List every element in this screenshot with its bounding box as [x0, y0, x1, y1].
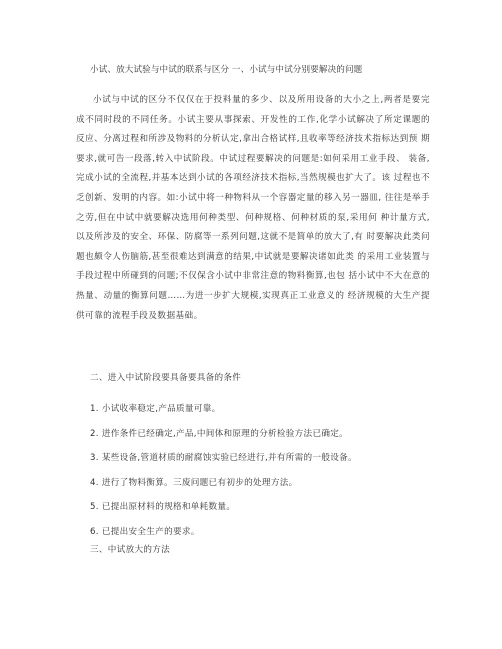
list-item: 1. 小试收率稳定,产品质量可靠。 [90, 404, 221, 414]
list-item: 3. 某些设备,管道材质的耐腐蚀实验已经进行,并有所需的一般设备。 [90, 453, 357, 464]
list-item: 2. 进作条件已经确定,产品,中间体和原理的分析检验方法已确定。 [90, 428, 349, 439]
section-heading-method: 三、中试放大的方法 [90, 545, 171, 555]
list-item: 6. 已提出安全生产的要求。 [90, 526, 200, 537]
intro-paragraph: 小试与中试的区分不仅仅在于投料量的多少、以及所用设备的大小之上,两者是要完 成不同时段的不同任务。小试主要从事探索、开发性的工作,化学小试解决了所定课题的 反应、分离过程和所涉及物料的分析认定,拿出合格试样,且收率等经济技术指标达到预 期要求,就可告一段落,转入中试阶段。中试过程要解决的问题是:如何采用工业手段、 装备,完成小试的全流程,并基本达到小试的各项经济技术指标,当然规模也扩大了。该 过程也不乏创新、发明的内容。如:小试中将一种物料从一个容器定量的移入另一器皿, 往往是举手之劳,但在中试中就要解决选用何种类型、何种规格、何种材质的泵,采用何 种计量方式,以及所涉及的安全、环保、防腐等一系列问题,这就不是简单的放大了,有 时要解决此类问题也颇令人伤脑筋,甚至很难达到满意的结果,中试就是要解决诸如此类 的采用工业装置与手段过程中所碰到的问题;不仅保含小试中非常注意的物料衡算,也包 括小试中不大在意的热量、动量的衡算问题……为进一步扩大规模,实现真正工业意义的 经济规模的大生产提供可靠的流程手段及数据基础。 [76, 95, 430, 321]
list-item: 5. 已提出原材料的规格和单耗数量。 [90, 502, 236, 513]
section-heading-conditions: 二、进入中试阶段要具备要具备的条件 [90, 373, 242, 383]
document-title: 小试、放大试验与中试的联系与区分 一、小试与中试分别要解决的问题 [90, 65, 363, 75]
list-item: 4. 进行了物料衡算。三废问题已有初步的处理方法。 [90, 477, 298, 488]
conditions-list [90, 402, 357, 550]
